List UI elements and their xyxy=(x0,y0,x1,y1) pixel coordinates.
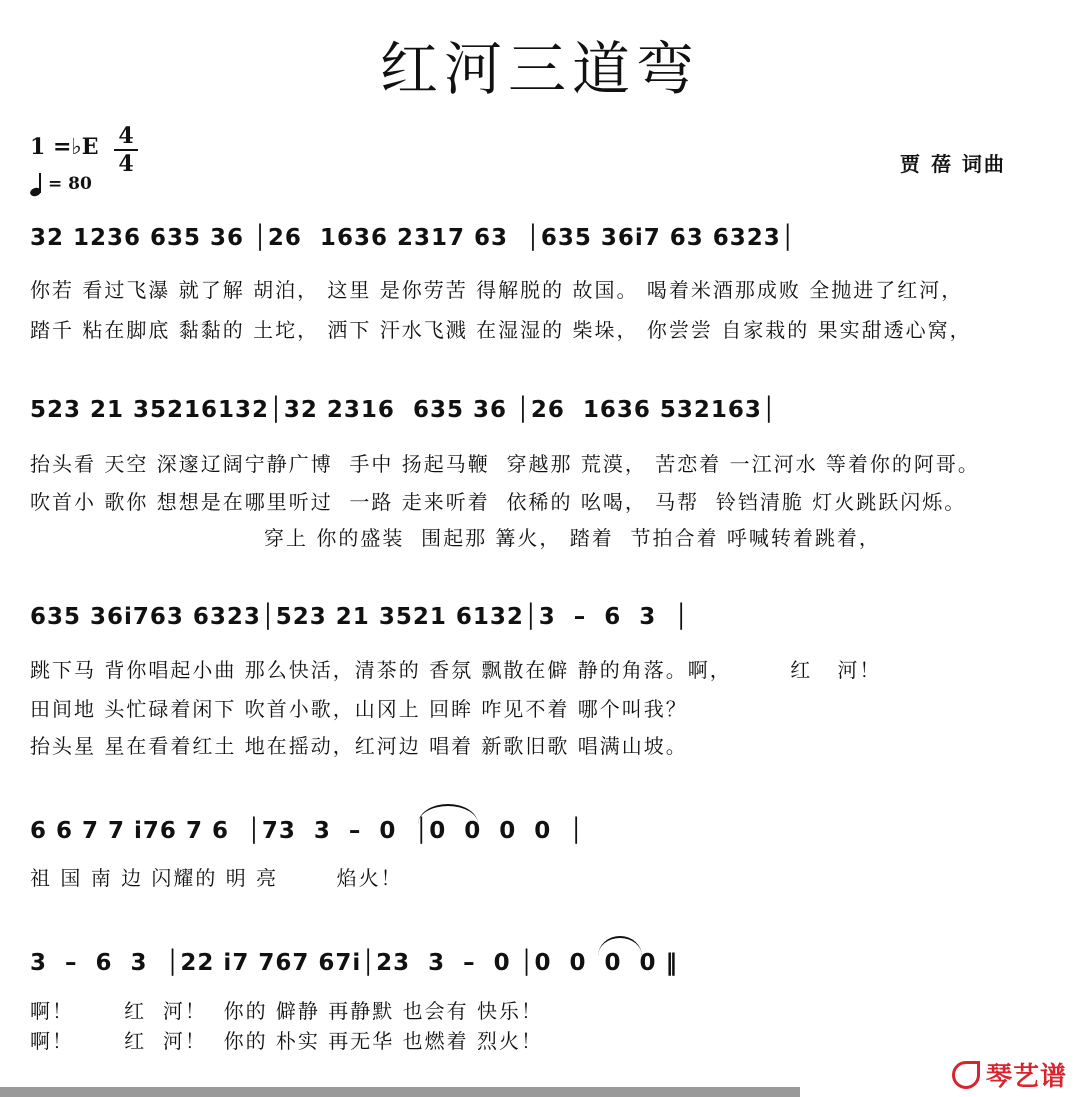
notation-row: 3 – 6 3 │22 i7 767 67i│23 3 – 0 │0 0 0 0 ‖ xyxy=(30,950,679,976)
lyric-line: 田间地 头忙碌着闲下 吹首小歌，山冈上 回眸 咋见不着 哪个叫我？ xyxy=(30,697,688,721)
brand-logo xyxy=(952,1056,1067,1093)
key-signature: 1 =♭E xyxy=(30,134,99,160)
tempo-marking xyxy=(30,172,92,196)
footer-bar xyxy=(0,1087,800,1097)
lyric-line: 啊！ 红 河！ 你的 僻静 再静默 也会有 快乐！ xyxy=(30,999,544,1023)
lyric-line: 抬头看 天空 深邃辽阔宁静广博 手中 扬起马鞭 穿越那 荒漠， 苦恋着 一江河水 等着你的阿哥。 xyxy=(30,452,980,476)
notation-row: 6 6 7 7 i76 7 6 │73 3 – 0 │0 0 0 0 │ xyxy=(30,818,585,844)
page-title: 红河三道弯 xyxy=(379,35,700,103)
credits: 贾 蓓 词曲 xyxy=(900,152,1006,176)
lyric-line: 穿上 你的盛装 围起那 篝火， 踏着 节拍合着 呼喊转着跳着， xyxy=(30,526,881,550)
logo-icon xyxy=(952,1061,980,1089)
lyric-line: 啊！ 红 河！ 你的 朴实 再无华 也燃着 烈火！ xyxy=(30,1029,544,1053)
time-signature xyxy=(114,124,138,176)
notation-row: 32 1236 635 36 │26 1636 2317 63 │635 36i7 63 6323│ xyxy=(30,225,796,251)
quarter-note-icon xyxy=(30,172,44,196)
lyric-line: 跳下马 背你唱起小曲 那么快活，清茶的 香氛 飘散在僻 静的角落。啊， 红 河！ xyxy=(30,658,882,682)
notation-row: 635 36i763 6323│523 21 3521 6132│3 – 6 3 │ xyxy=(30,604,690,630)
tempo-value: = 80 xyxy=(48,174,92,194)
time-top: 4 xyxy=(118,123,134,149)
time-bottom: 4 xyxy=(118,151,134,177)
lyric-line: 吹首小 歌你 想想是在哪里听过 一路 走来听着 依稀的 吆喝， 马帮 铃铛清脆 灯火跳跃闪烁。 xyxy=(30,490,967,514)
lyric-line: 踏千 粘在脚底 黏黏的 土坨， 洒下 汗水飞溅 在湿湿的 柴垛， 你尝尝 自家栽的 果实甜透心窝， xyxy=(30,318,972,342)
lyric-line: 你若 看过飞瀑 就了解 胡泊， 这里 是你劳苦 得解脱的 故国。 喝着米酒那成败 全抛进了红河， xyxy=(30,278,964,302)
notation-row: 523 21 35216132│32 2316 635 36 │26 1636 532163│ xyxy=(30,397,777,423)
logo-text: 琴艺谱 xyxy=(986,1062,1068,1092)
lyric-line: 祖 国 南 边 闪耀的 明 亮 焰火！ xyxy=(30,866,403,890)
lyric-line: 抬头星 星在看着红土 地在摇动，红河边 唱着 新歌旧歌 唱满山坡。 xyxy=(30,734,688,758)
